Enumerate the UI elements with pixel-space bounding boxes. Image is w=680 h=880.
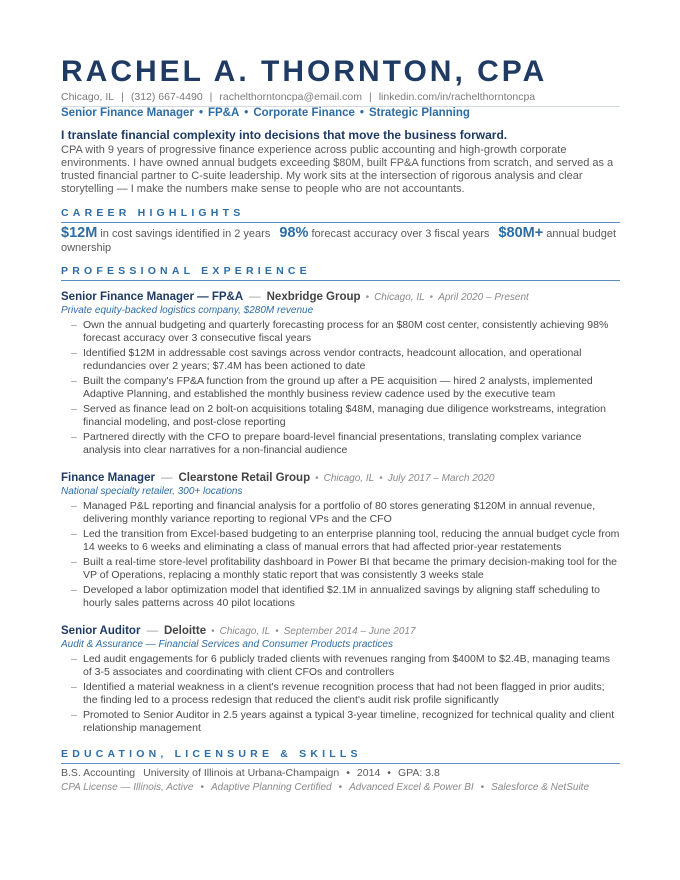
skill-item: Advanced Excel & Power BI (349, 782, 474, 793)
bullet-item: – Partnered directly with the CFO to prepare board-level financial presentations, translating complex variance analysis into clear narratives for a non-financial audience (71, 431, 582, 456)
job-entry (61, 625, 620, 737)
target-role: Strategic Planning (368, 107, 470, 119)
bullet-item: – Identified $12M in addressable cost savings across vendor contracts, headcount allocation, and operational redundancies over 2 years; $7.4M has been actioned to date (71, 347, 582, 372)
contact-location: Chicago, IL (61, 91, 115, 103)
highlight-item: $80M+ annual budget ownership (61, 225, 616, 254)
job-bullets (61, 653, 620, 735)
job-bullets (61, 319, 620, 457)
contact-line: Chicago, IL | (312) 667-4490 | rachelthorntoncpa@email.com | linkedin.com/in/rachelthorntoncpa (61, 91, 620, 107)
career-highlights (61, 226, 620, 255)
job-company: Deloitte (163, 625, 207, 637)
bullet-item: – Served as finance lead on 2 bolt-on acquisitions totaling $48M, managing due diligence workstreams, integration financial modeling, and post-close reporting (71, 403, 606, 428)
target-role: FP&A (207, 107, 240, 119)
bullet-item: – Own the annual budgeting and quarterly forecasting process for an $80M cost center, consistently achieving 98% forecast accuracy over 3 consecutive fiscal years (71, 319, 609, 344)
bullet-item: – Developed a labor optimization model that identified $2.1M in annualized savings by aligning staff scheduling to hourly sales patterns across 40 pilot locations (71, 584, 600, 609)
job-title: Finance Manager (61, 472, 155, 484)
section-title-experience: PROFESSIONAL EXPERIENCE (61, 265, 620, 281)
bullet-item: – Built a real-time store-level profitability dashboard in Power BI that became the primary decision-making tool for the VP of Operations, replacing a monthly static report that was consistently 3 weeks stale (71, 556, 617, 581)
target-role: Corporate Finance (253, 107, 355, 119)
bullet-item: – Led audit engagements for 6 publicly traded clients with revenues ranging from $400M to $2.4B, managing teams of 3-5 associates and coordinating with client CFOs and controllers (71, 653, 611, 678)
bullet-item: – Promoted to Senior Auditor in 2.5 years against a typical 3-year timeline, recognized for technical quality and client relationship management (71, 709, 615, 734)
job-company: Nexbridge Group (266, 291, 361, 303)
job-dates: April 2020 – Present (438, 292, 529, 303)
contact-linkedin[interactable]: linkedin.com/in/rachelthorntoncpa (378, 91, 536, 103)
highlight-item: 98% forecast accuracy over 3 fiscal years (279, 225, 490, 241)
job-bullets (61, 500, 620, 610)
contact-email[interactable]: rachelthorntoncpa@email.com (219, 91, 362, 103)
bullet-item: – Led the transition from Excel-based budgeting to an enterprise planning tool, reducing the annual budget cycle from 14 weeks to 6 weeks and eliminating a class of manual errors that had affected prior-year restatements (71, 528, 620, 553)
job-location: Chicago, IL (219, 626, 271, 637)
education-line: B.S. Accounting University of Illinois at Urbana-Champaign • 2014 • GPA: 3.8 (61, 767, 440, 779)
bullet-item: – Identified a material weakness in a client's revenue recognition process that had not been flagged in prior audits; the finding led to a process redesign that reduced the client's audit risk profile significantly (71, 681, 605, 706)
job-subtitle: Private equity-backed logistics company, $280M revenue (61, 305, 314, 316)
graduation-year: 2014 (356, 767, 381, 779)
school: University of Illinois at Urbana-Champaign (143, 767, 340, 779)
job-subtitle: Audit & Assurance — Financial Services and Consumer Products practices (61, 639, 393, 650)
summary-text: CPA with 9 years of progressive finance experience across public accounting and high-growth corporate environments. I have owned annual budgets exceeding $80M, built FP&A functions from scratch, and served as a trusted financial partner to C-suite leadership. My work sits at the intersection of rigorous analysis and clear storytelling — I make the numbers make sense to people who are not accountants. (61, 144, 614, 195)
candidate-name: RACHEL A. THORNTON, CPA (61, 55, 548, 88)
highlight-item: $12M in cost savings identified in 2 years (61, 225, 271, 241)
skill-item: Salesforce & NetSuite (491, 782, 589, 793)
job-entry (61, 291, 620, 459)
target-roles: Senior Finance Manager • FP&A • Corporate Finance • Strategic Planning (61, 107, 470, 119)
bullet-item: – Built the company's FP&A function from the ground up after a PE acquisition — hired 2 analysts, implemented Adaptive Planning, and established the monthly business review cadence used by the executive team (71, 375, 593, 400)
job-dates: July 2017 – March 2020 (387, 473, 495, 484)
section-title-highlights: CAREER HIGHLIGHTS (61, 207, 620, 223)
job-header: Finance Manager — Clearstone Retail Group • Chicago, IL • July 2017 – March 2020 (61, 472, 495, 484)
skill-item: Adaptive Planning Certified (210, 782, 332, 793)
section-title-education: EDUCATION, LICENSURE & SKILLS (61, 748, 620, 764)
job-title: Senior Auditor (61, 625, 141, 637)
gpa: GPA: 3.8 (397, 767, 440, 779)
summary-headline: I translate financial complexity into decisions that move the business forward. (61, 128, 508, 142)
skill-item: CPA License — Illinois, Active (61, 782, 194, 793)
job-header: Senior Auditor — Deloitte • Chicago, IL • September 2014 – June 2017 (61, 625, 416, 637)
job-entry (61, 472, 620, 612)
job-company: Clearstone Retail Group (178, 472, 311, 484)
degree: B.S. Accounting (61, 767, 136, 779)
job-title: Senior Finance Manager — FP&A (61, 291, 244, 303)
job-header: Senior Finance Manager — FP&A — Nexbridge Group • Chicago, IL • April 2020 – Present (61, 291, 529, 303)
contact-phone: (312) 667-4490 (130, 91, 203, 103)
job-location: Chicago, IL (374, 292, 425, 303)
skills-line: CPA License — Illinois, Active • Adaptive Planning Certified • Advanced Excel & Power BI • Salesforce & NetSuite (61, 782, 589, 793)
job-dates: September 2014 – June 2017 (283, 626, 416, 637)
bullet-item: – Managed P&L reporting and financial analysis for a portfolio of 80 stores generating $120M in annual revenue, delivering monthly variance reporting to regional VPs and the CFO (71, 500, 596, 525)
job-location: Chicago, IL (323, 473, 375, 484)
target-role: Senior Finance Manager (61, 107, 194, 119)
job-subtitle: National specialty retailer, 300+ locations (61, 486, 243, 497)
